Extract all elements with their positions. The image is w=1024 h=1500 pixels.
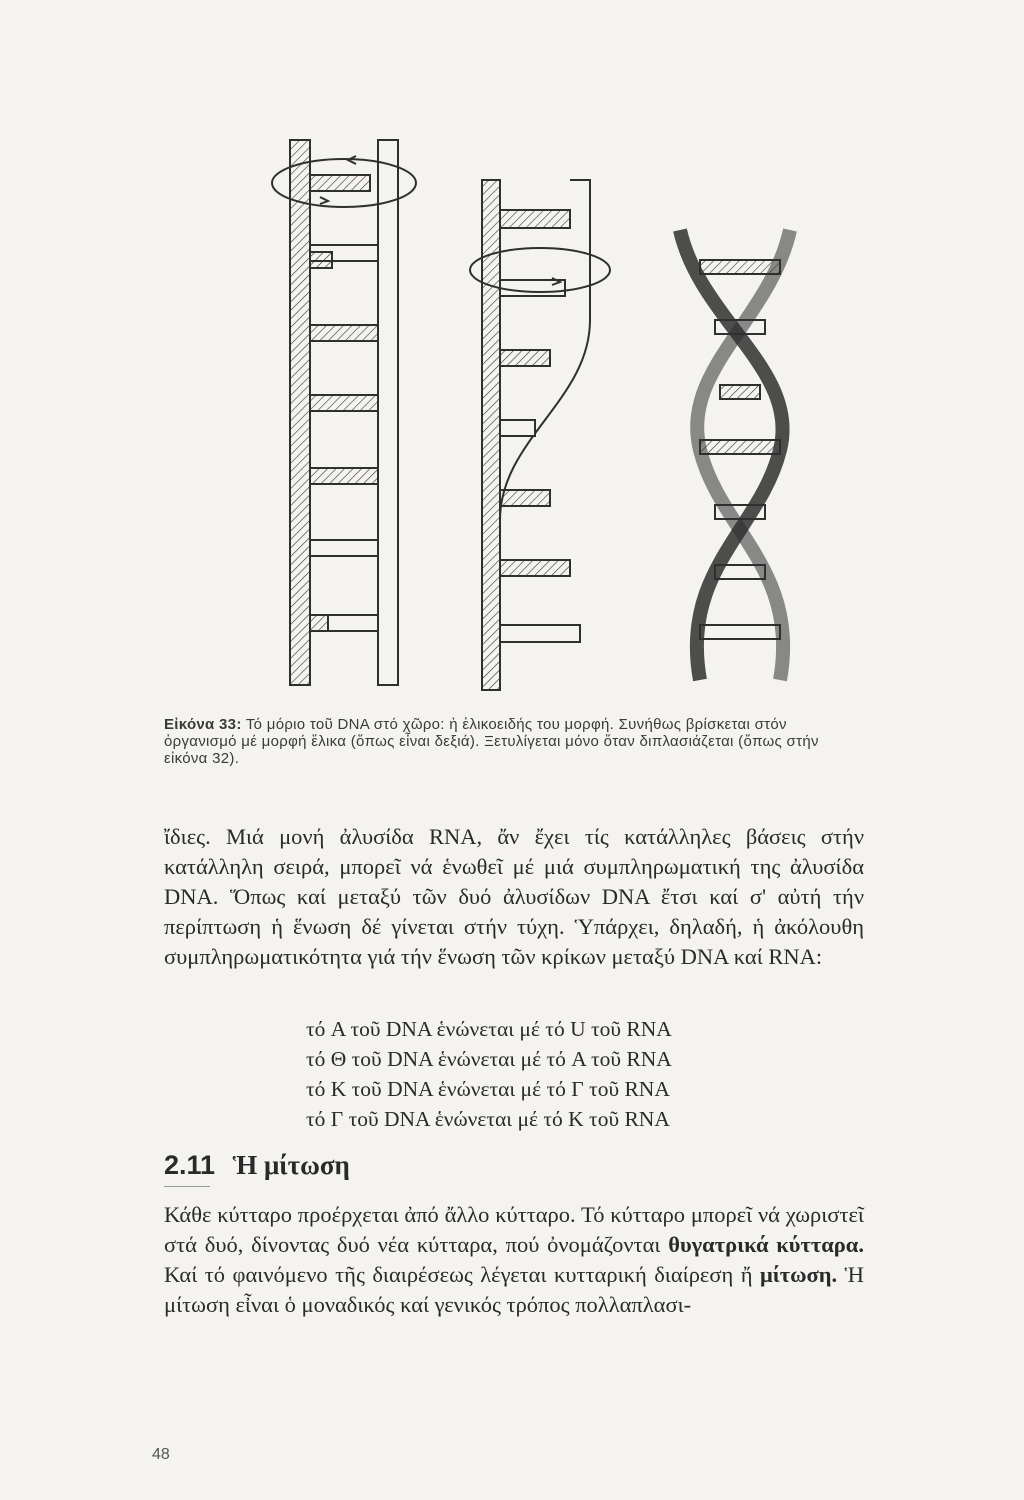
double-helix: [680, 230, 790, 680]
dna-figure: [260, 120, 820, 700]
page-number: 48: [152, 1446, 170, 1463]
section-underline: [164, 1186, 210, 1187]
term-daughter-cells: θυγατρικά κύτταρα.: [668, 1232, 864, 1257]
figure-caption: [164, 716, 864, 767]
section-number: 2.11: [164, 1150, 216, 1180]
straight-ladder: [272, 140, 416, 685]
paragraph-mitosis: [164, 1200, 864, 1320]
section-title: Ἡ μίτωση: [232, 1150, 350, 1180]
pair-line: τό Γ τοῦ DNA ἑνώνεται μέ τό K τοῦ RNA: [306, 1107, 670, 1131]
paragraph-rna-dna: ἴδιες. Μιά μονή ἀλυσίδα RNA, ἄν ἔχει τίς κατάλληλες βάσεις στήν κατάλληλη σειρά, μπορεῖ νά ἑνωθεῖ μέ μιά συμπληρωματική της ἀλυσίδα DNA. Ὅπως καί μεταξύ τῶν δυό ἀλυσίδων DNA ἔτσι καί σ' αὐτή τήν περίπτωση ἡ ἕνωση δέ γίνεται στήν τύχη. Ὑπάρχει, δηλαδή, ἡ ἀκόλουθη συμπληρωματικότητα γιά τήν ἕνωση τῶν κρίκων μεταξύ DNA καί RNA:: [164, 824, 864, 969]
caption-text: Τό μόριο τοῦ DNA στό χῶρο: ἡ ἑλικοειδής του μορφή. Συνήθως βρίσκεται στόν ὀργανισμό μέ μορφή ἕλικα (ὅπως εἶναι δεξιά). Ξετυλίγεται μόνο ὅταν διπλασιάζεται (ὅπως στήν εἰκόνα 32).: [164, 716, 819, 767]
pair-line: τό A τοῦ DNA ἑνώνεται μέ τό U τοῦ RNA: [306, 1017, 672, 1041]
pair-line: τό K τοῦ DNA ἑνώνεται μέ τό Γ τοῦ RNA: [306, 1077, 670, 1101]
para2-text-1: Κάθε κύτταρο προέρχεται ἀπό ἄλλο κύτταρο. Τό κύτταρο μπορεῖ νά χωριστεῖ στά δυό, δίνοντας δυό νέα κύτταρα, πού ὀνομάζονται: [164, 1202, 864, 1257]
caption-label: Εἰκόνα 33:: [164, 716, 242, 733]
section-heading: [164, 1150, 350, 1181]
para2-text-2: Καί τό φαινόμενο τῆς διαιρέσεως λέγεται κυτταρική διαίρεση ἤ: [164, 1262, 760, 1287]
twisting-ladder: [470, 180, 610, 690]
pair-line: τό Θ τοῦ DNA ἑνώνεται μέ τό A τοῦ RNA: [306, 1047, 672, 1071]
base-pairing-list: [306, 1014, 672, 1134]
dna-ladder-to-helix-diagram-icon: [260, 120, 820, 700]
para2-text-3: Ἡ μίτωση εἶναι ὁ μοναδικός καί γενικός τρόπος πολλαπλασι-: [164, 1262, 864, 1317]
term-mitosis: μίτωση.: [759, 1262, 838, 1287]
